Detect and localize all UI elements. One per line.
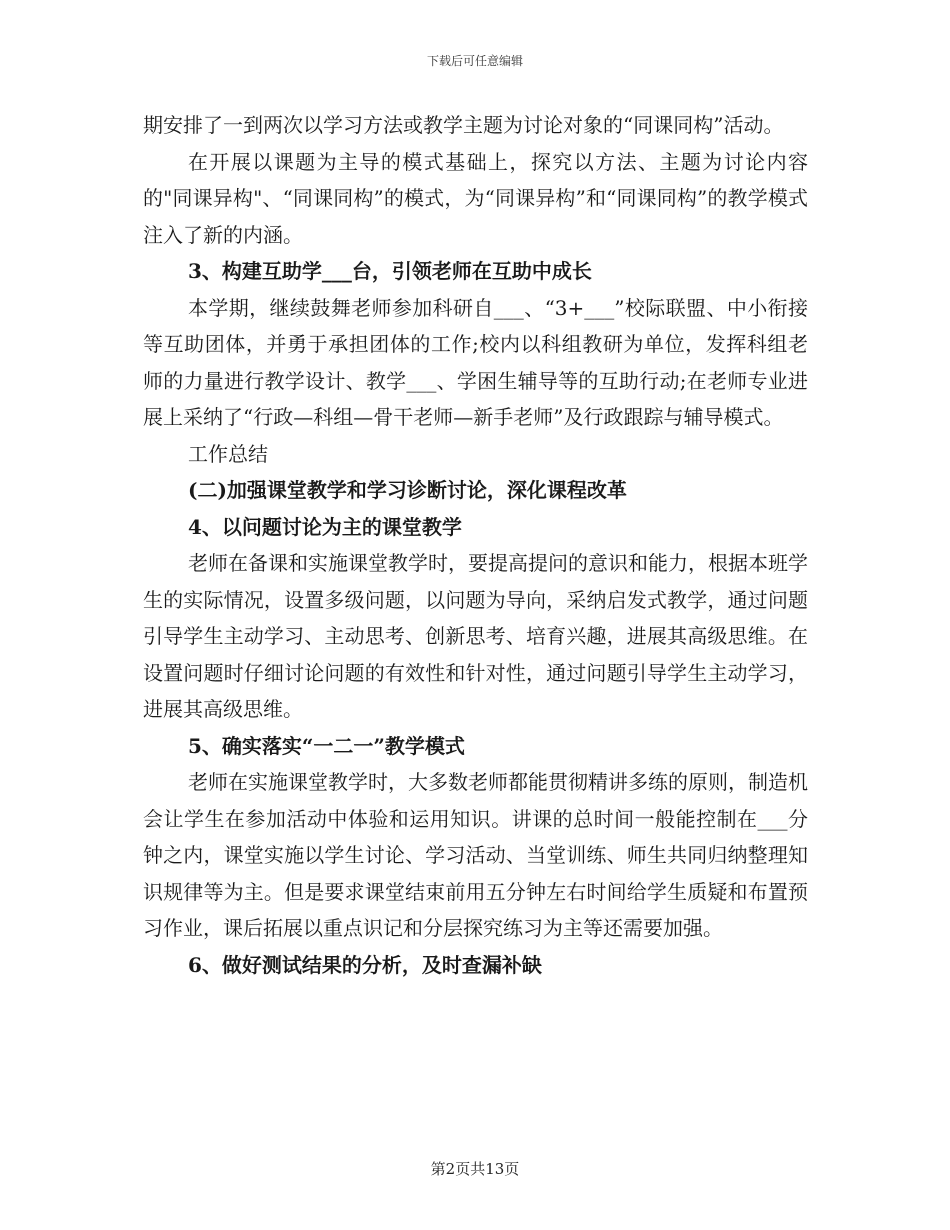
- paragraph-mutual-aid: 本学期，继续鼓舞老师参加科研自___、“3+___”校际联盟、中小衔接等互助团体，并勇于承担团体的工作;校内以科组教研为单位，发挥科组老师的力量进行教学设计、教学___、学困生辅导等的互助行动;在老师专业进展上采纳了“行政—科组—骨干老师—新手老师”及行政跟踪与辅导模式。: [143, 295, 808, 429]
- paragraph-teaching-mode: 老师在实施课堂教学时，大多数老师都能贯彻精讲多练的原则，制造机会让学生在参加活动中体验和运用知识。讲课的总时间一般能控制在___分钟之内，课堂实施以学生讨论、学习活动、当堂训练、师生共同归纳整理知识规律等为主。但是要求课堂结束前用五分钟左右时间给学生质疑和布置预习作业，课后拓展以重点识记和分层探究练习为主等还需要加强。: [143, 770, 808, 940]
- section-heading-3: 3、构建互助学___台，引领老师在互助中成长: [188, 259, 592, 283]
- page-header: 下载后可任意编辑: [426, 54, 523, 68]
- page-number: 第2页共13页: [430, 1160, 520, 1178]
- paragraph-mode-extension: 在开展以课题为主导的模式基础上，探究以方法、主题为讨论内容的"同课异构"、“同课同构”的模式，为“同课异构”和“同课同构”的教学模式注入了新的内涵。: [143, 149, 808, 247]
- paragraph-question-teaching: 老师在备课和实施课堂教学时，要提高提问的意识和能力，根据本班学生的实际情况，设置多级问题，以问题为导向，采纳启发式教学，通过问题引导学生主动学习、主动思考、创新思考、培育兴趣，进展其高级思维。在设置问题时仔细讨论问题的有效性和针对性，通过问题引导学生主动学习，进展其高级思维。: [143, 551, 808, 721]
- paragraph-work-summary: 工作总结: [188, 441, 268, 466]
- section-heading-6: 6、做好测试结果的分析，及时查漏补缺: [188, 952, 542, 977]
- section-heading-4: 4、以问题讨论为主的课堂教学: [188, 514, 462, 539]
- document-body: [143, 107, 808, 983]
- section-heading-5: 5、确实落实“一二一”教学模式: [188, 733, 465, 758]
- paragraph-activity-end: 期安排了一到两次以学习方法或教学主题为讨论对象的“同课同构”活动。: [143, 113, 784, 137]
- section-heading-part-2: (二)加强课堂教学和学习诊断讨论，深化课程改革: [188, 478, 627, 502]
